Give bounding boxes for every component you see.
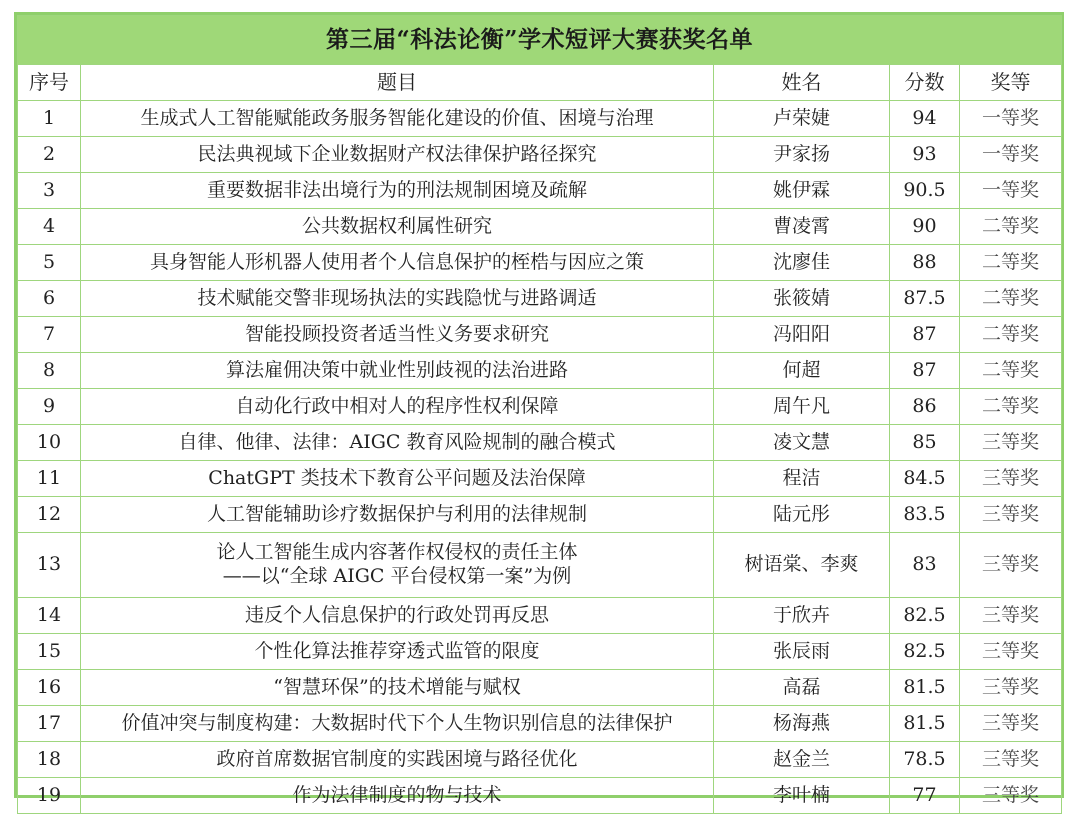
- table-body: [18, 101, 1062, 814]
- row-topic-line: 政府首席数据官制度的实践困境与路径优化: [216, 747, 578, 770]
- row-topic: [81, 353, 714, 389]
- row-number: 9: [18, 389, 81, 425]
- table-row: [18, 245, 1062, 281]
- row-topic-line: 论人工智能生成内容著作权侵权的责任主体: [216, 541, 578, 564]
- row-name: 姚伊霖: [714, 173, 890, 209]
- row-topic: [81, 425, 714, 461]
- row-score: 87: [890, 317, 960, 353]
- row-name: 赵金兰: [714, 742, 890, 778]
- row-topic: [81, 598, 714, 634]
- row-award: 一等奖: [960, 101, 1062, 137]
- row-score: 90.5: [890, 173, 960, 209]
- row-number: 5: [18, 245, 81, 281]
- row-number: 7: [18, 317, 81, 353]
- table-title: 第三届“科法论衡”学术短评大赛获奖名单: [18, 16, 1062, 65]
- row-score: 93: [890, 137, 960, 173]
- row-topic-line: 人工智能辅助诊疗数据保护与利用的法律规制: [206, 502, 587, 525]
- row-topic: [81, 101, 714, 137]
- row-topic-line: 自动化行政中相对人的程序性权利保障: [235, 394, 559, 417]
- row-award: 三等奖: [960, 634, 1062, 670]
- row-number: 12: [18, 497, 81, 533]
- row-topic-subtitle: ——以“全球 AIGC 平台侵权第一案”为例: [222, 565, 572, 587]
- row-name: 冯阳阳: [714, 317, 890, 353]
- row-topic: [81, 670, 714, 706]
- row-topic: [81, 281, 714, 317]
- table-row: [18, 425, 1062, 461]
- row-score: 88: [890, 245, 960, 281]
- row-name: 凌文慧: [714, 425, 890, 461]
- row-number: 3: [18, 173, 81, 209]
- row-topic: [81, 634, 714, 670]
- row-name: 张辰雨: [714, 634, 890, 670]
- row-topic-line: 技术赋能交警非现场执法的实践隐忧与进路调适: [197, 286, 597, 309]
- row-award: 二等奖: [960, 281, 1062, 317]
- row-topic-line: 民法典视域下企业数据财产权法律保护路径探究: [197, 142, 597, 165]
- table-row: [18, 634, 1062, 670]
- row-topic-line: 价值冲突与制度构建：大数据时代下个人生物识别信息的法律保护: [121, 711, 673, 734]
- row-name: 李叶楠: [714, 778, 890, 814]
- row-score: 90: [890, 209, 960, 245]
- row-score: 84.5: [890, 461, 960, 497]
- row-award: 一等奖: [960, 137, 1062, 173]
- row-award: 二等奖: [960, 389, 1062, 425]
- table-row: [18, 670, 1062, 706]
- row-topic-line: 生成式人工智能赋能政务服务智能化建设的价值、困境与治理: [140, 106, 654, 129]
- row-award: 二等奖: [960, 353, 1062, 389]
- award-table: [17, 15, 1062, 814]
- row-topic-line: ChatGPT 类技术下教育公平问题及法治保障: [208, 466, 586, 489]
- row-topic: [81, 533, 714, 598]
- table-row: [18, 137, 1062, 173]
- row-topic-line: 具身智能人形机器人使用者个人信息保护的桎梏与因应之策: [149, 250, 644, 273]
- row-score: 77: [890, 778, 960, 814]
- row-name: 树语棠、李爽: [714, 533, 890, 598]
- row-award: 三等奖: [960, 497, 1062, 533]
- row-name: 曹凌霄: [714, 209, 890, 245]
- row-score: 83: [890, 533, 960, 598]
- table-row: [18, 778, 1062, 814]
- row-name: 卢荣婕: [714, 101, 890, 137]
- row-number: 13: [18, 533, 81, 598]
- row-award: 三等奖: [960, 533, 1062, 598]
- header-score: 分数: [890, 65, 960, 101]
- title-row: [18, 16, 1062, 65]
- row-award: 三等奖: [960, 742, 1062, 778]
- row-score: 94: [890, 101, 960, 137]
- row-award: 三等奖: [960, 425, 1062, 461]
- row-topic-line: “智慧环保”的技术增能与赋权: [273, 675, 521, 698]
- row-number: 4: [18, 209, 81, 245]
- row-award: 三等奖: [960, 598, 1062, 634]
- table-row: [18, 101, 1062, 137]
- row-number: 17: [18, 706, 81, 742]
- row-award: 二等奖: [960, 245, 1062, 281]
- row-award: 三等奖: [960, 670, 1062, 706]
- row-number: 6: [18, 281, 81, 317]
- row-topic: [81, 778, 714, 814]
- row-topic: [81, 742, 714, 778]
- table-row: [18, 173, 1062, 209]
- row-score: 86: [890, 389, 960, 425]
- row-topic: [81, 461, 714, 497]
- row-award: 三等奖: [960, 461, 1062, 497]
- table-row: [18, 389, 1062, 425]
- row-award: 一等奖: [960, 173, 1062, 209]
- row-number: 8: [18, 353, 81, 389]
- row-score: 82.5: [890, 634, 960, 670]
- row-award: 二等奖: [960, 209, 1062, 245]
- row-topic: [81, 209, 714, 245]
- row-topic: [81, 245, 714, 281]
- header-no: 序号: [18, 65, 81, 101]
- row-name: 张筱婧: [714, 281, 890, 317]
- table-row: [18, 281, 1062, 317]
- row-award: 三等奖: [960, 778, 1062, 814]
- row-topic-line: 作为法律制度的物与技术: [292, 783, 502, 806]
- row-topic: [81, 497, 714, 533]
- row-topic: [81, 317, 714, 353]
- table-row: [18, 706, 1062, 742]
- table-row: [18, 353, 1062, 389]
- row-name: 陆元彤: [714, 497, 890, 533]
- row-number: 10: [18, 425, 81, 461]
- row-number: 14: [18, 598, 81, 634]
- row-number: 1: [18, 101, 81, 137]
- table-row: [18, 742, 1062, 778]
- row-name: 尹家扬: [714, 137, 890, 173]
- row-topic-line: 算法雇佣决策中就业性别歧视的法治进路: [225, 358, 568, 381]
- row-award: 三等奖: [960, 706, 1062, 742]
- row-number: 16: [18, 670, 81, 706]
- row-topic-line: 自律、他律、法律：AIGC 教育风险规制的融合模式: [178, 430, 616, 453]
- row-score: 87.5: [890, 281, 960, 317]
- table-row: [18, 533, 1062, 598]
- row-name: 杨海燕: [714, 706, 890, 742]
- row-topic-line: 智能投顾投资者适当性义务要求研究: [244, 322, 549, 345]
- row-score: 83.5: [890, 497, 960, 533]
- row-number: 11: [18, 461, 81, 497]
- header-award: 奖等: [960, 65, 1062, 101]
- row-score: 78.5: [890, 742, 960, 778]
- row-topic-line: 违反个人信息保护的行政处罚再反思: [244, 603, 549, 626]
- row-name: 高磊: [714, 670, 890, 706]
- header-row: [18, 65, 1062, 101]
- row-name: 于欣卉: [714, 598, 890, 634]
- row-score: 82.5: [890, 598, 960, 634]
- header-topic: 题目: [81, 65, 714, 101]
- row-topic: [81, 706, 714, 742]
- row-topic-line: 重要数据非法出境行为的刑法规制困境及疏解: [206, 178, 587, 201]
- row-topic-line: 个性化算法推荐穿透式监管的限度: [254, 639, 540, 662]
- table-row: [18, 461, 1062, 497]
- row-award: 二等奖: [960, 317, 1062, 353]
- row-name: 何超: [714, 353, 890, 389]
- row-number: 15: [18, 634, 81, 670]
- row-name: 程洁: [714, 461, 890, 497]
- table-row: [18, 497, 1062, 533]
- row-score: 81.5: [890, 706, 960, 742]
- row-topic: [81, 389, 714, 425]
- table-row: [18, 598, 1062, 634]
- row-topic-line: 公共数据权利属性研究: [301, 214, 492, 237]
- row-score: 87: [890, 353, 960, 389]
- row-score: 81.5: [890, 670, 960, 706]
- row-number: 18: [18, 742, 81, 778]
- row-name: 沈廖佳: [714, 245, 890, 281]
- row-number: 19: [18, 778, 81, 814]
- row-topic: [81, 173, 714, 209]
- row-score: 85: [890, 425, 960, 461]
- row-number: 2: [18, 137, 81, 173]
- table-row: [18, 209, 1062, 245]
- award-table-container: [14, 12, 1064, 806]
- row-topic: [81, 137, 714, 173]
- header-name: 姓名: [714, 65, 890, 101]
- row-name: 周午凡: [714, 389, 890, 425]
- table-row: [18, 317, 1062, 353]
